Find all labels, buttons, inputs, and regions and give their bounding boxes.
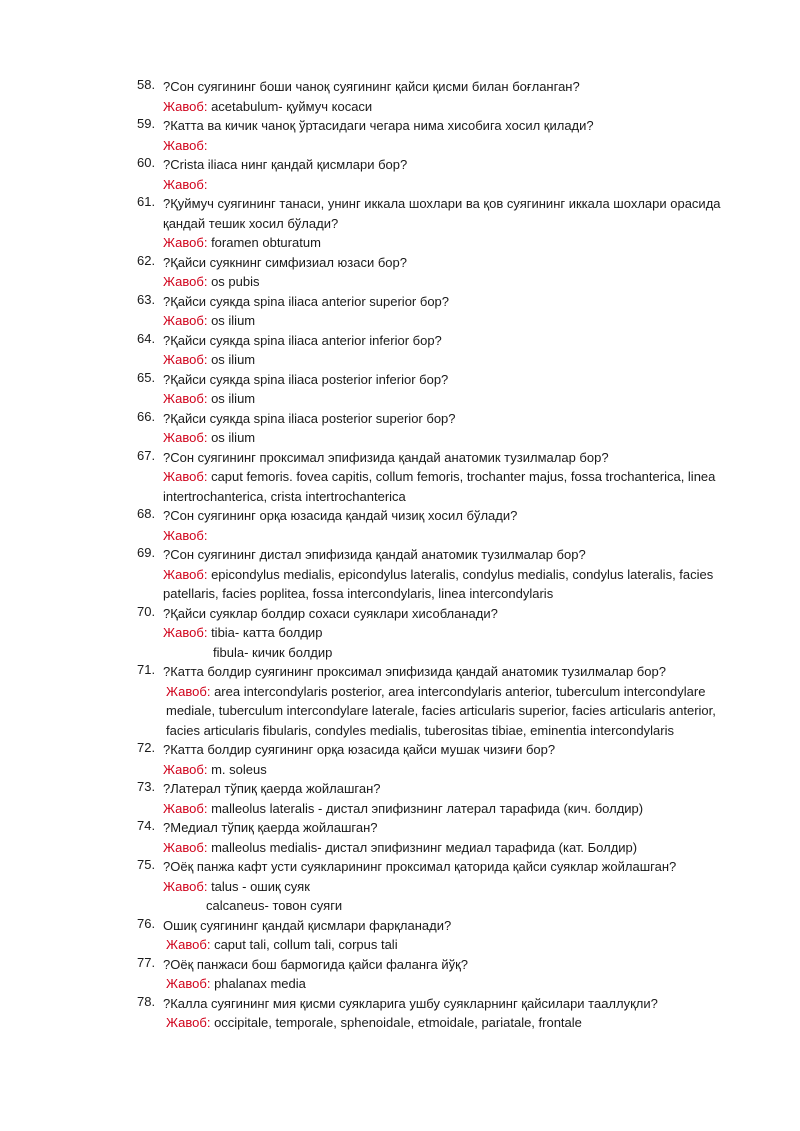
- qa-item: [137, 994, 747, 1033]
- qa-item: [137, 77, 747, 116]
- answer-line: [163, 877, 747, 897]
- question-number: 69.: [137, 545, 156, 560]
- answer-label: Жавоб:: [163, 839, 208, 855]
- question-text: ?Қайси суякда spina iliaca anterior superior бор?: [163, 293, 450, 309]
- question-number: 63.: [137, 291, 156, 307]
- qa-item: [137, 331, 747, 370]
- qa-item: [137, 116, 747, 155]
- question-number: 76.: [137, 915, 156, 931]
- question-text: ?Crista iliaca нинг қандай қисмлари бор?: [163, 157, 408, 172]
- answer-label: Жавоб:: [166, 976, 211, 991]
- qa-item: [137, 292, 747, 331]
- answer-line: [163, 350, 747, 370]
- answer-text: area intercondylaris posterior, area intercondylaris anterior, tuberculum intercondylare mediale, tuberculum intercondylare laterale, facies articularis superior, facies articularis anterior, facies articularis fibularis, condyles medialis, tuberositas tibiae, eminentia intercondylaris: [166, 683, 716, 738]
- question-text: ?Сон суягининг боши чаноқ суягининг қайси қисми билан боғланган?: [163, 79, 580, 94]
- answer-text: epicondylus medialis, epicondylus lateralis, condylus medialis, condylus lateralis, facies patellaris, facies poplitea, fossa intercondylaris, linea intercondylaris: [163, 566, 714, 601]
- qa-item: [137, 194, 747, 253]
- answer-text: malleolus lateralis - дистал эпифизнинг латерал тарафида (кич. болдир): [211, 800, 644, 816]
- answer-label: Жавоб:: [163, 625, 208, 640]
- question-text: ?Қайси суякда spina iliaca anterior inferior бор?: [163, 332, 442, 348]
- qa-list: [137, 77, 747, 1033]
- answer-label: Жавоб:: [163, 235, 208, 250]
- question-text: Ошиқ суягининг қандай қисмлари фарқланади?: [163, 917, 452, 933]
- answer-label: Жавоб:: [163, 352, 208, 367]
- qa-item: [137, 155, 747, 194]
- answer-text: os ilium: [211, 313, 256, 328]
- question-text: ?Медиал тўпиқ қаерда жойлашган?: [163, 820, 378, 835]
- question-text: ?Латерал тўпиқ қаерда жойлашган?: [163, 781, 381, 796]
- answer-label: Жавоб:: [166, 683, 211, 699]
- question-text: ?Катта ва кичик чаноқ ўртасидаги чегара нима хисобига хосил қилади?: [163, 118, 594, 133]
- question-text: ?Сон суягининг дистал эпифизида қандай анатомик тузилмалар бор?: [163, 547, 586, 562]
- qa-item: [137, 916, 747, 955]
- qa-item: [137, 409, 747, 448]
- qa-item: [137, 545, 747, 604]
- answer-text: os ilium: [211, 430, 256, 445]
- qa-item: [137, 955, 747, 994]
- answer-label: Жавоб:: [166, 1015, 211, 1030]
- answer-label: Жавоб:: [163, 274, 208, 289]
- question-number: 67.: [137, 447, 156, 463]
- question-number: 73.: [137, 779, 156, 794]
- answer-text: os ilium: [211, 352, 256, 367]
- question-number: 78.: [137, 993, 156, 1009]
- answer-label: Жавоб:: [163, 878, 208, 894]
- answer-label: Жавоб:: [163, 313, 208, 328]
- answer-text: caput tali, collum tali, corpus tali: [214, 937, 398, 952]
- qa-item: [137, 370, 747, 409]
- answer-line: [163, 974, 747, 994]
- answer-label: Жавоб:: [163, 527, 208, 543]
- answer-extra-line: calcaneus- товон суяги: [206, 898, 343, 913]
- qa-item: [137, 662, 747, 740]
- answer-label: Жавоб:: [163, 566, 208, 582]
- qa-item: [137, 779, 747, 818]
- answer-extra-line: fibula- кичик болдир: [213, 644, 333, 660]
- answer-label: Жавоб:: [163, 800, 208, 816]
- answer-text: os pubis: [211, 274, 260, 289]
- question-number: 58.: [137, 77, 156, 92]
- question-number: 60.: [137, 155, 156, 170]
- answer-line: [163, 467, 747, 506]
- question-number: 62.: [137, 252, 156, 268]
- answer-line: [163, 838, 747, 858]
- answer-label: Жавоб:: [163, 137, 208, 153]
- answer-text: m. soleus: [211, 761, 267, 777]
- qa-item: [137, 448, 747, 507]
- question-number: 74.: [137, 818, 156, 833]
- answer-line: [163, 389, 747, 409]
- answer-line: [163, 760, 747, 780]
- question-number: 71.: [137, 662, 156, 677]
- question-text: ?Сон суягининг орқа юзасида қандай чизиқ хосил бўлади?: [163, 508, 518, 523]
- answer-line: [163, 233, 747, 253]
- answer-line: [163, 175, 747, 195]
- question-text: ?Қайси суякда spina iliaca posterior inferior бор?: [163, 371, 449, 387]
- answer-line: [163, 428, 747, 448]
- qa-item: [137, 506, 747, 545]
- answer-line: [163, 526, 747, 546]
- question-text: ?Катта болдир суягининг орқа юзасида қайси мушак чизиғи бор?: [163, 742, 556, 757]
- answer-text: acetabulum- қуймуч косаси: [211, 98, 373, 114]
- answer-label: Жавоб:: [166, 937, 211, 952]
- answer-line: [163, 136, 747, 156]
- answer-line: [163, 272, 747, 292]
- answer-label: Жавоб:: [163, 430, 208, 445]
- answer-text: talus - ошиқ суяк: [211, 878, 310, 894]
- question-text: ?Оёқ панжаси бош бармогида қайси фаланга йўқ?: [163, 956, 468, 972]
- answer-label: Жавоб:: [163, 98, 208, 114]
- qa-item: [137, 253, 747, 292]
- answer-text: os ilium: [211, 391, 256, 406]
- question-text: ?Қайси суяклар болдир сохаси суяклари хисобланади?: [163, 605, 498, 621]
- question-text: ?Қайси суякда spina iliaca posterior superior бор?: [163, 410, 456, 426]
- question-number: 68.: [137, 506, 156, 521]
- answer-label: Жавоб:: [163, 469, 208, 484]
- answer-text: tibia- катта болдир: [211, 625, 323, 640]
- question-number: 75.: [137, 857, 156, 872]
- question-text: ?Калла суягининг мия қисми суякларига ушбу суякларнинг қайсилари тааллуқли?: [163, 995, 658, 1011]
- answer-line: [163, 97, 747, 117]
- question-number: 66.: [137, 408, 156, 424]
- answer-text: occipitale, temporale, sphenoidale, etmoidale, pariatale, frontale: [214, 1015, 582, 1030]
- answer-line: [163, 623, 747, 643]
- answer-line: [163, 565, 747, 604]
- question-text: ?Қайси суякнинг симфизиал юзаси бор?: [163, 254, 407, 270]
- answer-label: Жавоб:: [163, 391, 208, 406]
- answer-line: [163, 1013, 747, 1033]
- question-number: 77.: [137, 954, 156, 970]
- answer-text: caput femoris. fovea capitis, collum femoris, trochanter majus, fossa trochanterica, linea intertrochanterica, crista intertrochanterica: [163, 469, 716, 504]
- qa-item: [137, 857, 747, 916]
- question-number: 70.: [137, 603, 156, 619]
- question-number: 72.: [137, 740, 156, 755]
- answer-text: phalanax media: [214, 976, 306, 991]
- answer-line: [163, 935, 747, 955]
- question-number: 65.: [137, 369, 156, 385]
- answer-label: Жавоб:: [163, 176, 208, 192]
- question-text: ?Қуймуч суягининг танаси, унинг иккала шохлари ва қов суягининг иккала шохлари орасида қандай тешик хосил бўлади?: [163, 196, 721, 231]
- question-text: ?Сон суягининг проксимал эпифизида қандай анатомик тузилмалар бор?: [163, 449, 609, 465]
- question-number: 61.: [137, 194, 156, 209]
- qa-item: [137, 740, 747, 779]
- qa-item: [137, 818, 747, 857]
- answer-label: Жавоб:: [163, 761, 208, 777]
- answer-line: [163, 799, 747, 819]
- answer-line: [163, 682, 747, 741]
- question-number: 59.: [137, 116, 156, 131]
- answer-text: malleolus medialis- дистал эпифизнинг медиал тарафида (кат. Болдир): [211, 839, 638, 855]
- answer-line: [163, 311, 747, 331]
- qa-item: [137, 604, 747, 663]
- question-number: 64.: [137, 330, 156, 346]
- question-text: ?Оёқ панжа кафт усти суякларининг проксимал қаторида қайси суяклар жойлашган?: [163, 859, 677, 874]
- question-text: ?Катта болдир суягининг проксимал эпифизида қандай анатомик тузилмалар бор?: [163, 664, 666, 679]
- answer-text: foramen obturatum: [211, 235, 321, 250]
